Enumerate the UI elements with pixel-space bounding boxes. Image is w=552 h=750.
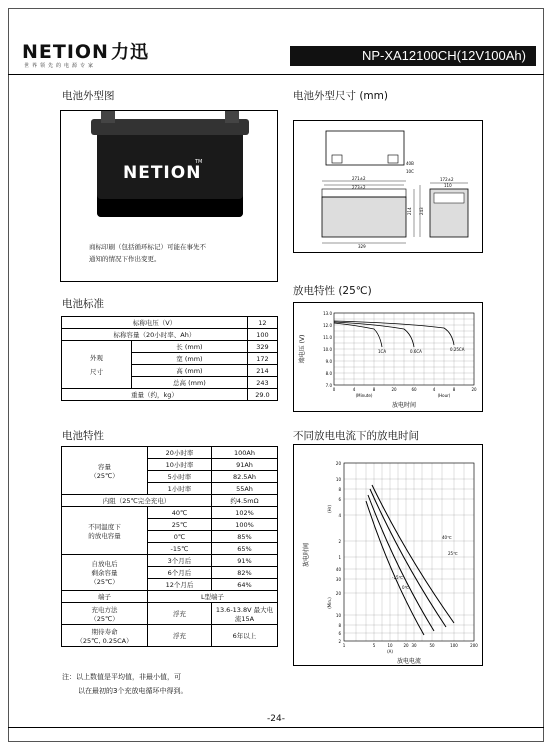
y-unit: (Hr) — [327, 505, 332, 513]
char-group-label — [62, 625, 148, 647]
char-value: 100Ah — [212, 447, 278, 459]
spec-value: 172 — [247, 353, 277, 365]
dim-label: 172±2 — [440, 177, 454, 182]
logo-cn: 力迅 — [110, 42, 149, 63]
y-axis-title: 端电压 (V) — [299, 334, 306, 364]
dim-label: 40B — [406, 161, 414, 166]
y-tick: 8 — [338, 487, 341, 492]
brand-logo — [22, 38, 149, 64]
spec-group-line: 尺寸 — [90, 367, 103, 376]
spec-value: 29.0 — [247, 389, 277, 401]
char-label: 25℃ — [148, 519, 212, 531]
dim-label: 110 — [444, 183, 452, 188]
table-row — [62, 507, 278, 519]
x-tick: 4 — [432, 387, 436, 392]
spec-group-label — [62, 341, 132, 389]
discharge-chart — [293, 302, 483, 412]
y-tick: 20 — [335, 591, 341, 596]
spec-value: 214 — [247, 365, 277, 377]
char-group-label — [62, 603, 148, 625]
y-tick: 40 — [335, 567, 341, 572]
discharge-time-chart — [293, 444, 483, 666]
y-tick: 7.0 — [325, 383, 332, 388]
char-value: 91Ah — [212, 459, 278, 471]
x-unit: (A) — [387, 649, 393, 654]
dim-label: 329 — [358, 244, 366, 249]
section-standard: 电池标准 — [62, 298, 104, 310]
char-value: 102% — [212, 507, 278, 519]
curve-label: 0℃ — [402, 585, 410, 590]
char-group-label — [62, 447, 148, 495]
spec-value: 12 — [247, 317, 277, 329]
dimension-drawing — [293, 120, 483, 253]
table-row — [62, 495, 278, 507]
char-value: 65% — [212, 543, 278, 555]
x-tick: 100 — [450, 643, 458, 648]
char-value: 55Ah — [212, 483, 278, 495]
standard-table — [61, 316, 278, 401]
table-row — [62, 603, 278, 625]
x-unit: (Hour) — [437, 393, 451, 398]
x-tick: 0 — [332, 387, 336, 392]
char-group-line: 自放电后 — [91, 560, 118, 568]
char-label: 端子 — [62, 591, 148, 603]
y-tick: 8.0 — [325, 371, 332, 376]
section-dimensions: 电池外型尺寸 (mm) — [293, 90, 388, 102]
x-tick: 200 — [470, 643, 478, 648]
char-value: 约4.5mΩ — [212, 495, 278, 507]
photo-note — [89, 241, 269, 265]
y-tick: 12.0 — [323, 323, 332, 328]
battery-tm: TM — [195, 159, 203, 165]
char-label: 5小时率 — [148, 471, 212, 483]
y-tick: 2 — [338, 639, 341, 644]
model-title: NP-XA12100CH(12V100Ah) — [290, 46, 536, 66]
char-group-label — [62, 507, 148, 555]
char-group-line: 剩余容量 — [91, 569, 118, 577]
char-label: 40℃ — [148, 507, 212, 519]
characteristics-table — [61, 446, 278, 647]
char-label: -15℃ — [148, 543, 212, 555]
y-tick: 1 — [338, 555, 341, 560]
y-tick: 9.0 — [325, 359, 332, 364]
table-row — [62, 625, 278, 647]
y-tick: 20 — [335, 461, 341, 466]
battery-photo — [60, 110, 278, 282]
table-row — [62, 389, 278, 401]
section-discharge: 放电特性 (25℃) — [293, 285, 372, 297]
char-value: 82% — [212, 567, 278, 579]
footer-note-line1: 注：以上数值是平均值，非最小值，可 — [62, 673, 181, 681]
table-row — [62, 329, 278, 341]
photo-note-line2: 通知的情况下作出变更。 — [89, 255, 161, 263]
y-tick: 6 — [338, 497, 341, 502]
spec-label: 标称电压（V） — [62, 317, 248, 329]
dim-label: 271±2 — [352, 176, 366, 181]
char-group-line: 不同温度下 — [88, 522, 121, 531]
y-tick: 10 — [335, 477, 341, 482]
x-axis-title: 放电时间 — [391, 402, 417, 409]
dim-label: 243 — [419, 207, 424, 215]
char-label: 3个月后 — [148, 555, 212, 567]
battery-image — [97, 125, 243, 217]
char-value: 100% — [212, 519, 278, 531]
char-group-line: 期待寿命 — [91, 627, 118, 636]
spec-value: 243 — [247, 377, 277, 389]
y-tick: 8 — [338, 623, 341, 628]
y-tick: 2 — [338, 539, 341, 544]
spec-label: 重量（约，kg） — [62, 389, 248, 401]
spec-label: 标称容量（20小时率、Ah） — [62, 329, 248, 341]
char-value: 82.5Ah — [212, 471, 278, 483]
char-value: 64% — [212, 579, 278, 591]
x-tick: 60 — [411, 387, 417, 392]
curve-label: 1CA — [378, 349, 387, 354]
y-tick: 10.0 — [323, 347, 332, 352]
page-number: -24- — [267, 714, 285, 724]
y-unit: (Min.) — [327, 597, 332, 609]
x-tick: 4 — [352, 387, 356, 392]
char-label: 0℃ — [148, 531, 212, 543]
char-label: 浮充 — [148, 603, 212, 625]
spec-value: 100 — [247, 329, 277, 341]
char-group-line: 的放电容量 — [88, 531, 121, 540]
y-tick: 4 — [338, 513, 341, 518]
x-tick: 30 — [411, 643, 417, 648]
x-axis-title: 放电电流 — [396, 658, 422, 665]
header-divider — [8, 74, 544, 75]
char-value: 91% — [212, 555, 278, 567]
spec-label: 总高 (mm) — [132, 377, 248, 389]
x-tick: 10 — [387, 643, 393, 648]
char-label: 1小时率 — [148, 483, 212, 495]
battery-brand: NETION — [123, 163, 202, 183]
footer-note-line2: 以在最初的3个充放电循环中得到。 — [78, 687, 188, 695]
table-row — [62, 317, 278, 329]
spec-label: 长 (mm) — [132, 341, 248, 353]
table-row — [62, 341, 278, 353]
curve-label: 0.25CA — [450, 347, 465, 352]
x-tick: 20 — [403, 643, 409, 648]
curve-label: -15℃ — [392, 575, 404, 580]
y-axis-title: 放电时间 — [303, 542, 310, 568]
curve-label: 25℃ — [448, 551, 458, 556]
spec-label: 高 (mm) — [132, 365, 248, 377]
logo-text: NETION — [22, 41, 109, 63]
char-value: L型端子 — [148, 591, 278, 603]
char-label: 20小时率 — [148, 447, 212, 459]
char-group-line: （25℃） — [90, 614, 119, 623]
dim-label: 10C — [406, 169, 414, 174]
spec-label: 宽 (mm) — [132, 353, 248, 365]
char-group-line: 充电方法 — [91, 605, 118, 614]
char-group-line: （25℃） — [90, 471, 119, 480]
char-label: 10小时率 — [148, 459, 212, 471]
dim-label: 214 — [407, 207, 412, 215]
spec-group-line: 外观 — [90, 353, 103, 362]
section-discharge-time: 不同放电电流下的放电时间 — [293, 430, 419, 442]
table-row — [62, 447, 278, 459]
char-group-line: 容量 — [98, 462, 111, 471]
photo-note-line1: 商标印刷（包括循环标记）可能在事先不 — [89, 243, 206, 251]
y-tick: 13.0 — [323, 311, 332, 316]
x-tick: 20 — [471, 387, 477, 392]
x-tick: 20 — [391, 387, 397, 392]
char-label: 浮充 — [148, 625, 212, 647]
x-tick: 8 — [372, 387, 376, 392]
char-group-line: （25℃, 0.25CA） — [76, 636, 133, 645]
x-tick: 8 — [452, 387, 456, 392]
char-value: 85% — [212, 531, 278, 543]
char-value: 6年以上 — [212, 625, 278, 647]
section-appearance: 电池外型图 — [62, 90, 115, 102]
dim-label: 273±2 — [352, 185, 366, 190]
table-row — [62, 555, 278, 567]
char-label: 内阻（25℃完全充电） — [62, 495, 212, 507]
table-row — [62, 591, 278, 603]
y-tick: 30 — [335, 577, 341, 582]
char-label: 6个月后 — [148, 567, 212, 579]
curve-label: 40℃ — [442, 535, 452, 540]
x-tick: 5 — [372, 643, 376, 648]
y-tick: 11.0 — [323, 335, 332, 340]
spec-value: 329 — [247, 341, 277, 353]
x-tick: 50 — [429, 643, 435, 648]
x-tick: 1 — [342, 643, 346, 648]
section-battery-char: 电池特性 — [62, 430, 104, 442]
footer-divider — [8, 727, 544, 728]
x-unit: (Minute) — [355, 393, 373, 398]
tagline: 世界领先的电源专家 — [24, 63, 97, 69]
char-label: 12个月后 — [148, 579, 212, 591]
y-tick: 10 — [335, 613, 341, 618]
y-tick: 6 — [338, 631, 341, 636]
char-group-label — [62, 555, 148, 591]
curve-label: 0.6CA — [410, 349, 422, 354]
char-group-line: （25℃） — [90, 578, 119, 586]
char-value: 13.6-13.8V 最大电流15A — [212, 603, 278, 625]
